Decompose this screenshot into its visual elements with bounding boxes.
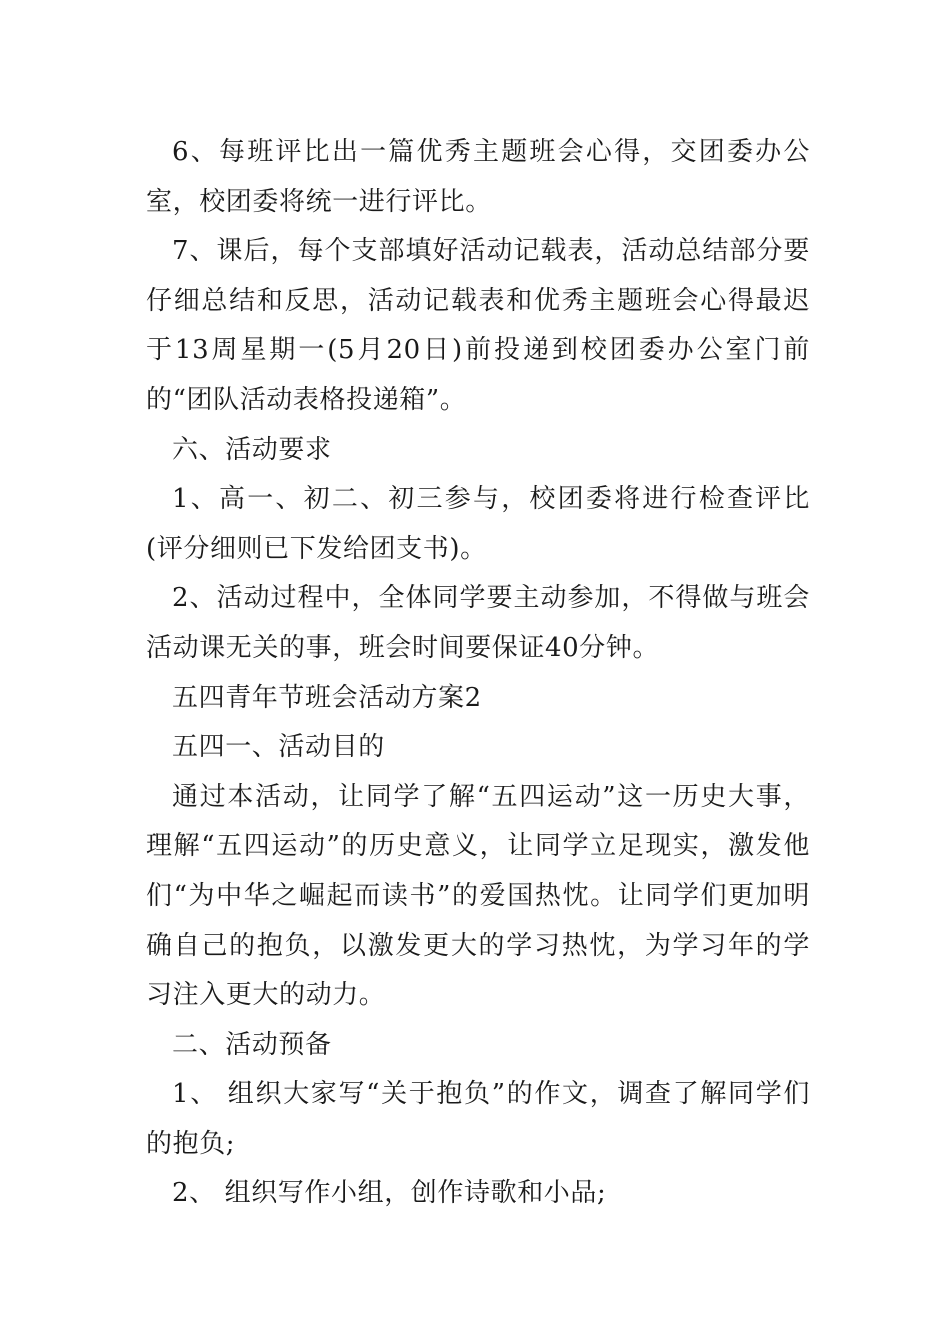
section-heading-preparation: 二、活动预备 [172,1029,332,1060]
document-body [146,128,810,1219]
paragraph-preparation-2: 2、 组织写作小组，创作诗歌和小品; [172,1178,607,1209]
paragraph-preparation-1: 1、 组织大家写“关于抱负”的作文，调查了解同学们的抱负; [146,1079,810,1159]
paragraph-purpose: 通过本活动，让同学了解“五四运动”这一历史大事，理解“五四运动”的历史意义，让同学立足现实，激发他们“为中华之崛起而读书”的爱国热忱。让同学们更加明确自己的抱负，以激发更大的学习热忱，为学习年的学习注入更大的动力。 [146,781,811,1011]
paragraph-item-6: 6、每班评比出一篇优秀主题班会心得，交团委办公室，校团委将统一进行评比。 [146,137,810,217]
plan-title: 五四青年节班会活动方案2 [172,682,482,713]
section-heading-purpose: 五四一、活动目的 [172,732,385,763]
paragraph-requirement-1: 1、高一、初二、初三参与，校团委将进行检查评比(评分细则已下发给团支书)。 [146,484,810,564]
paragraph-requirement-2: 2、活动过程中，全体同学要主动参加，不得做与班会活动课无关的事，班会时间要保证40分钟。 [146,583,810,663]
paragraph-item-7: 7、课后，每个支部填好活动记载表，活动总结部分要仔细总结和反思，活动记载表和优秀主题班会心得最迟于13周星期一(5月20日)前投递到校团委办公室门前的“团队活动表格投递箱”。 [146,236,810,415]
section-heading-requirements: 六、活动要求 [172,434,332,465]
